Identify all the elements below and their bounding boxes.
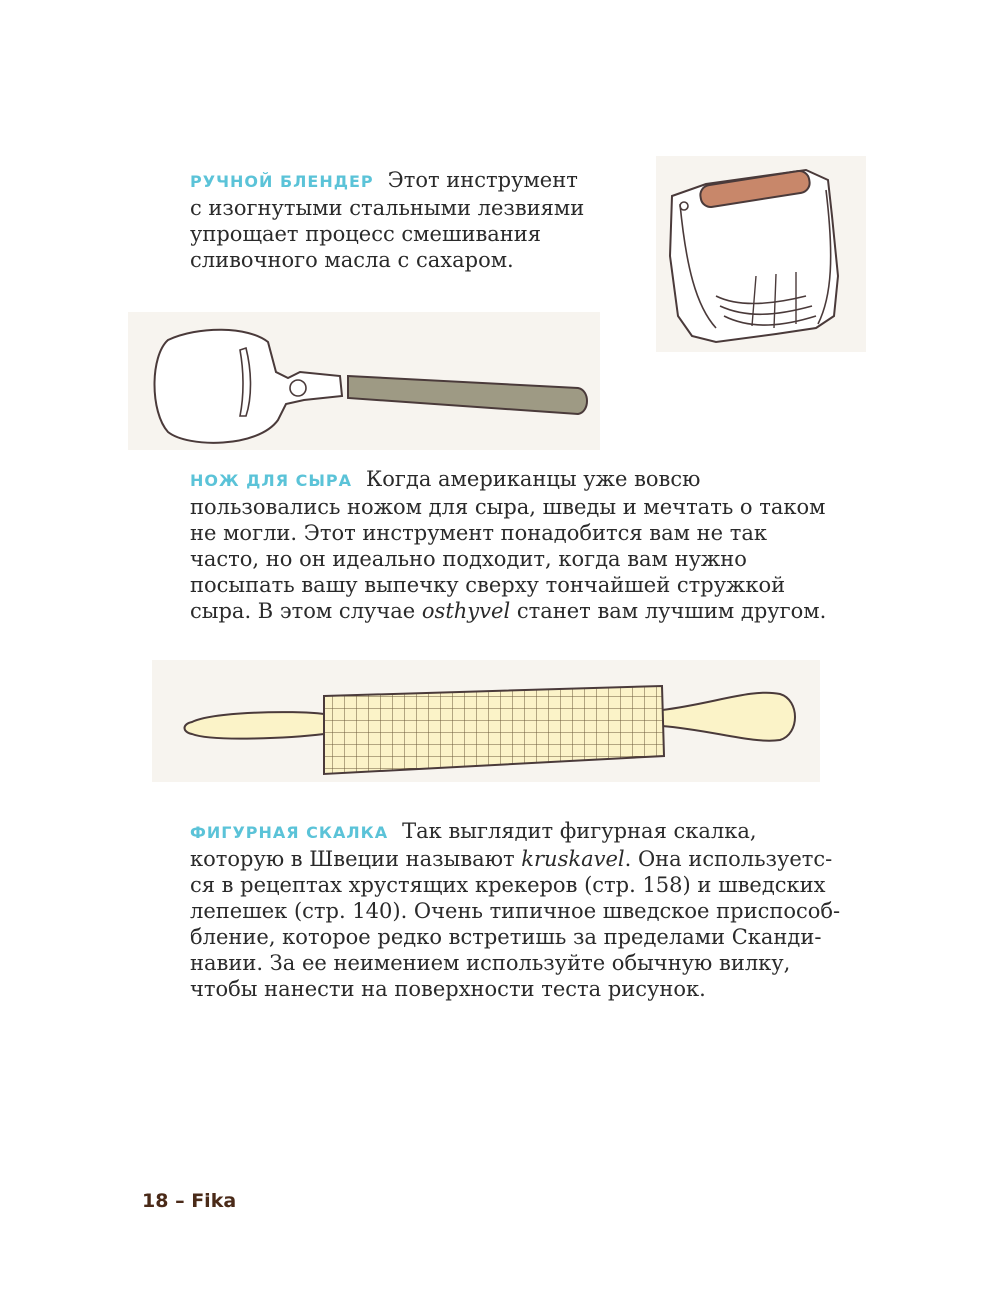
- text-fragment: которую в Швеции называют: [190, 847, 522, 871]
- text-line: [190, 846, 840, 872]
- text-line: навии. За ее неимением используйте обычную вилку,: [190, 951, 791, 975]
- text-fragment: станет вам лучшим другом.: [510, 599, 827, 623]
- book-title: Fika: [191, 1190, 237, 1212]
- text-line: пользовались ножом для сыра, шведы и мечтать о таком: [190, 495, 826, 519]
- section-pastry-blender: [190, 167, 584, 273]
- italic-term: kruskavel: [521, 847, 625, 871]
- text-line: упрощает процесс смешивания: [190, 222, 542, 246]
- section-text: Когда американцы уже вовсю: [366, 467, 701, 491]
- text-line: чтобы нанести на поверхности теста рисунок.: [190, 977, 706, 1001]
- section-label: РУЧНОЙ БЛЕНДЕР: [190, 172, 374, 191]
- text-line: бление, которое редко встретишь за пределами Сканди-: [190, 925, 822, 949]
- text-line: [190, 466, 826, 494]
- text-line: [190, 167, 584, 195]
- footer-separator: –: [175, 1190, 185, 1212]
- text-fragment: . Она используетс-: [624, 847, 833, 871]
- section-rolling-pin: [190, 818, 840, 1002]
- text-line: [190, 818, 840, 846]
- text-fragment: сыра. В этом случае: [190, 599, 422, 623]
- text-line: посыпать вашу выпечку сверху тончайшей стружкой: [190, 573, 786, 597]
- text-line: лепешек (стр. 140). Очень типичное шведское приспособ-: [190, 899, 841, 923]
- page-footer: [142, 1190, 236, 1212]
- text-line: [190, 598, 826, 624]
- section-text: Так выглядит фигурная скалка,: [402, 819, 757, 843]
- text-line: не могли. Этот инструмент понадобится вам не так: [190, 521, 767, 545]
- cheese-slicer-illustration: [128, 312, 600, 450]
- rolling-pin-illustration: [152, 660, 820, 782]
- text-line: часто, но он идеально подходит, когда вам нужно: [190, 547, 747, 571]
- pastry-blender-illustration: [656, 156, 866, 352]
- section-cheese-slicer: [190, 466, 826, 624]
- text-line: с изогнутыми стальными лезвиями: [190, 196, 585, 220]
- section-label: НОЖ ДЛЯ СЫРА: [190, 471, 353, 490]
- italic-term: osthyvel: [421, 599, 511, 623]
- page-number: 18: [142, 1190, 169, 1212]
- section-label: ФИГУРНАЯ СКАЛКА: [190, 823, 389, 842]
- text-line: ся в рецептах хрустящих крекеров (стр. 158) и шведских: [190, 873, 826, 897]
- section-text: Этот инструмент: [387, 168, 578, 192]
- text-line: сливочного масла с сахаром.: [190, 248, 514, 272]
